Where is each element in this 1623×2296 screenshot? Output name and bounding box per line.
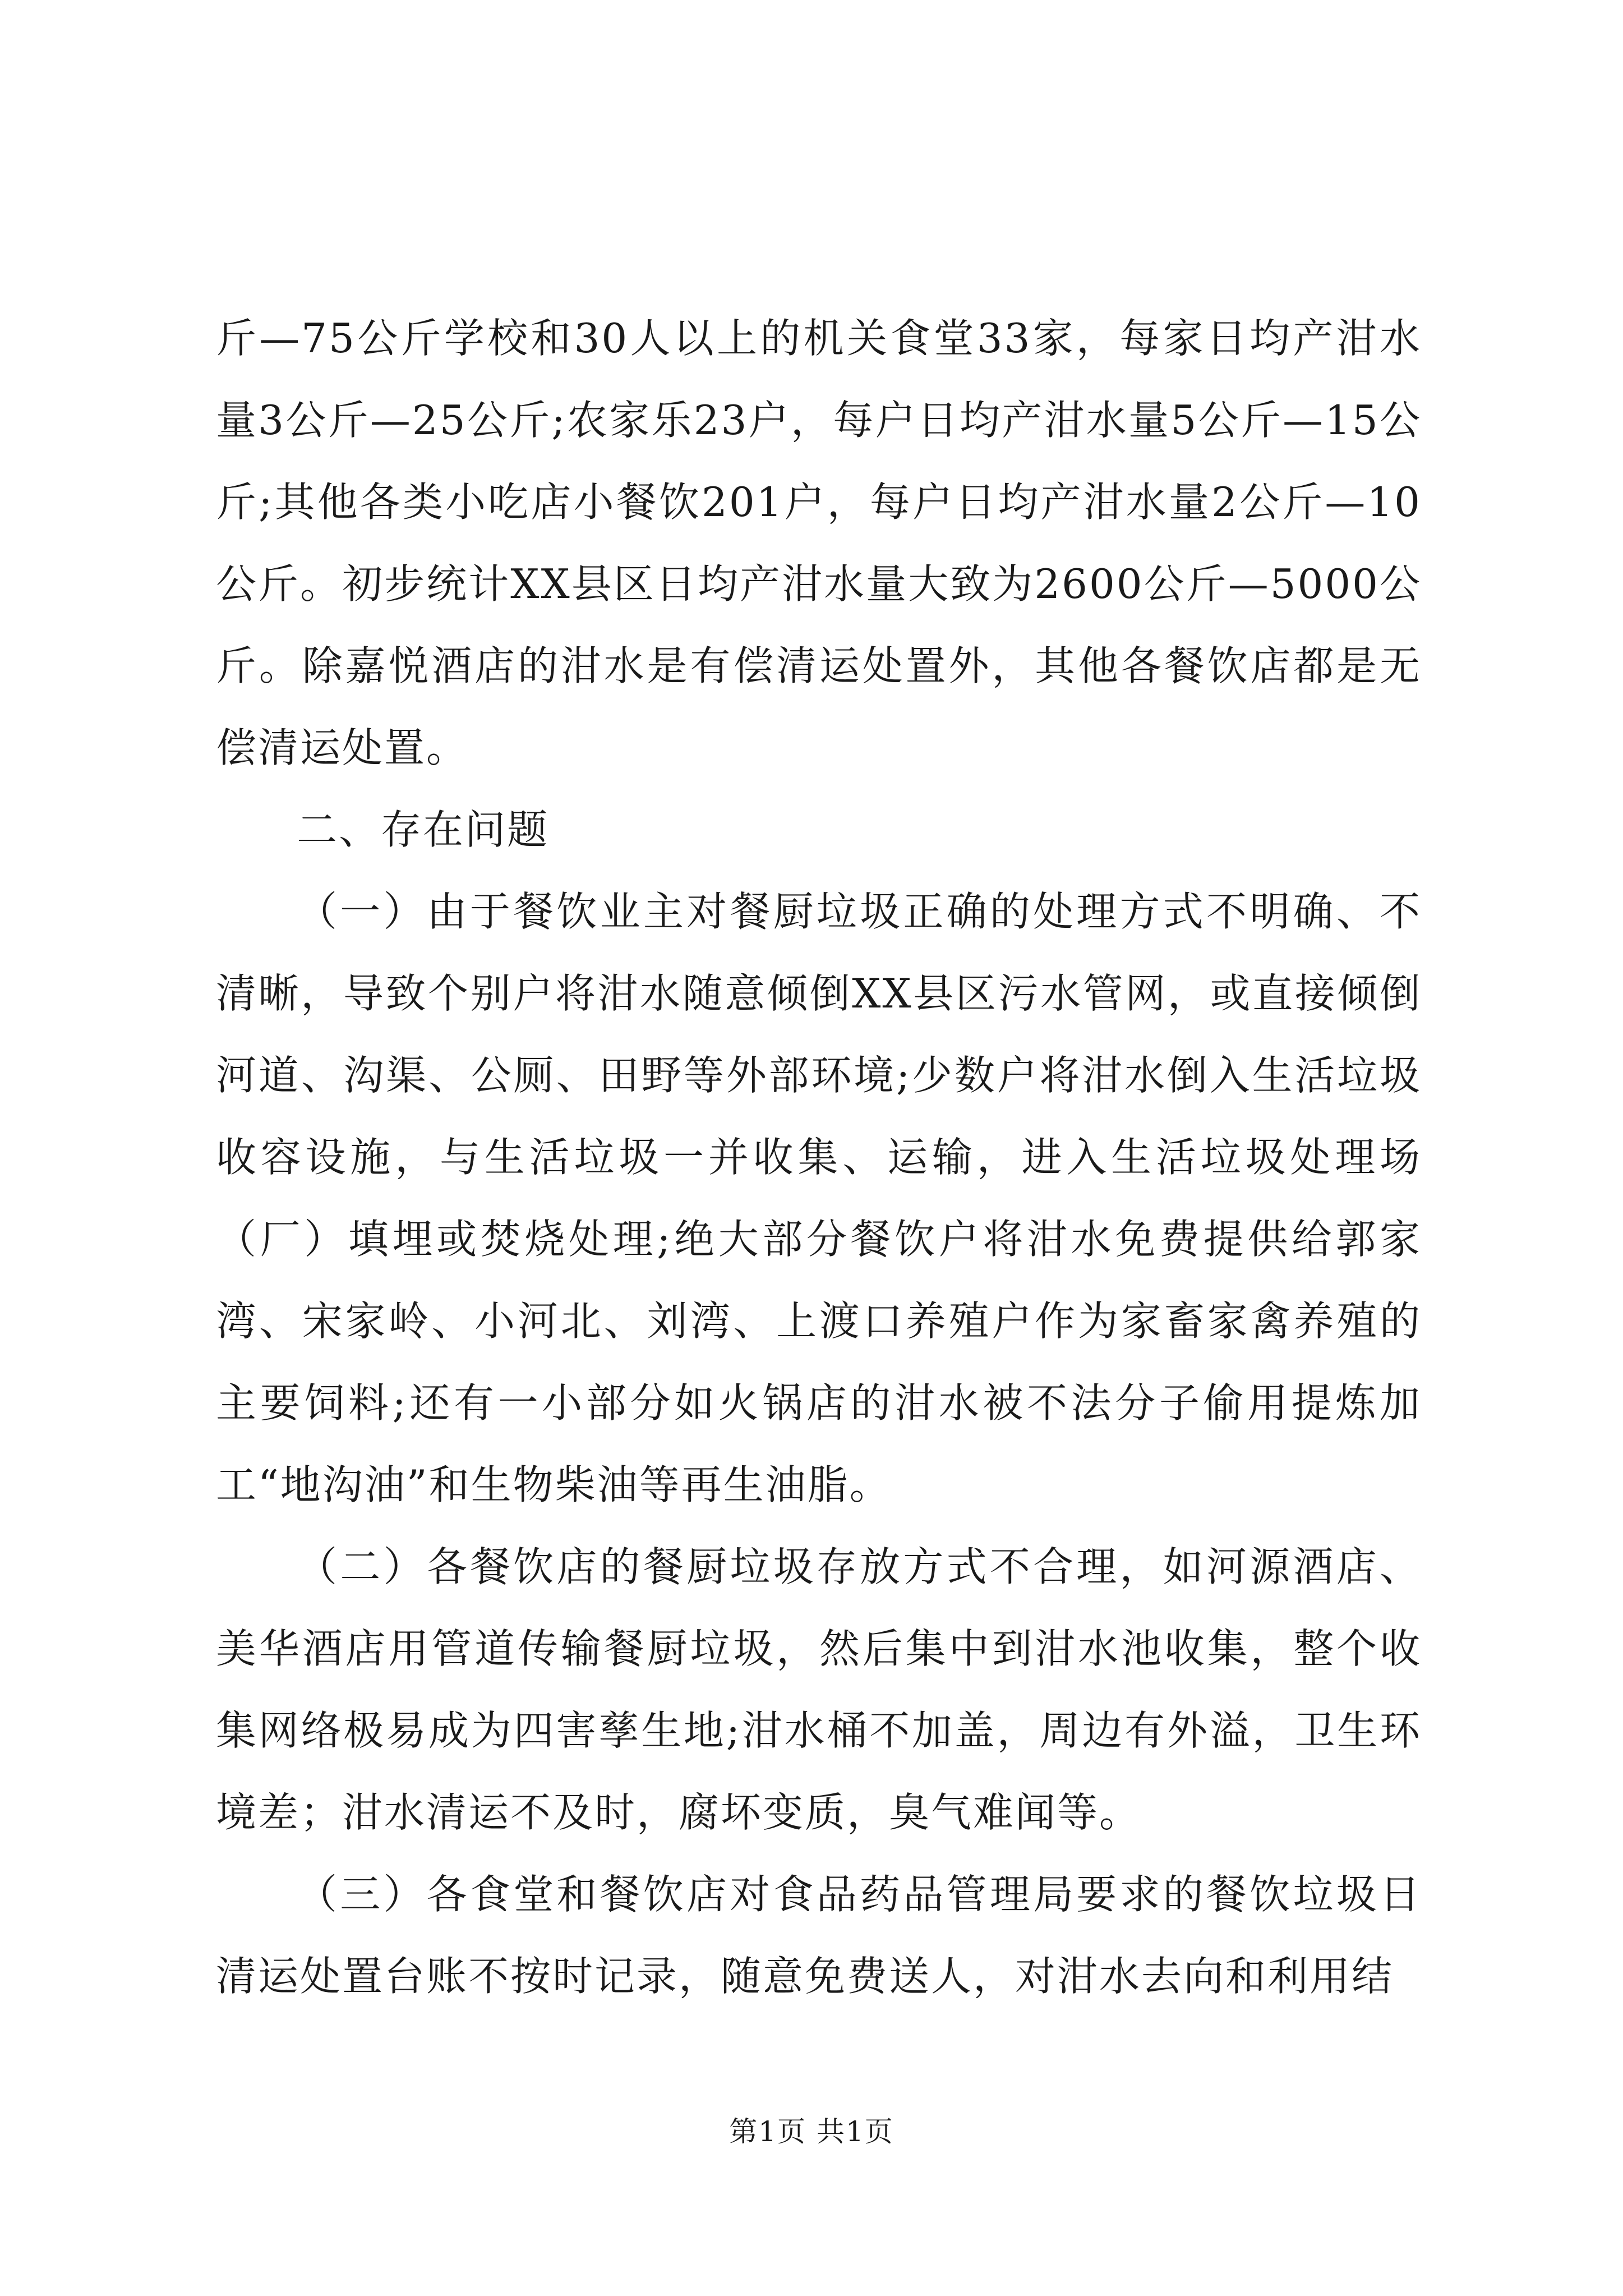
paragraph-issue-1: （一）由于餐饮业主对餐厨垃圾正确的处理方式不明确、不清晰，导致个别户将泔水随意倾倒XX县区污水管网，或直接倾倒河道、沟渠、公厕、田野等外部环境;少数户将泔水倒入生活垃圾收容设施，与生活垃圾一并收集、运输，进入生活垃圾处理场（厂）填埋或焚烧处理;绝大部分餐饮户将泔水免费提供给郭家湾、宋家岭、小河北、刘湾、上渡口养殖户作为家畜家禽养殖的主要饲料;还有一小部分如火锅店的泔水被不法分子偷用提炼加工“地沟油”和生物柴油等再生油脂。	[216, 888, 1422, 1508]
page-footer: 第1页 共1页	[729, 2115, 894, 2148]
section-heading-problems: 二、存在问题	[297, 806, 550, 853]
paragraph-issue-2: （二）各餐饮店的餐厨垃圾存放方式不合理，如河源酒店、美华酒店用管道传输餐厨垃圾，然后集中到泔水池收集，整个收集网络极易成为四害孳生地;泔水桶不加盖，周边有外溢，卫生环境差；泔水清运不及时，腐坏变质，臭气难闻等。	[216, 1543, 1422, 1836]
paragraph-continuation: 斤—75公斤学校和30人以上的机关食堂33家，每家日均产泔水量3公斤—25公斤;农家乐23户，每户日均产泔水量5公斤—15公斤;其他各类小吃店小餐饮201户，每户日均产泔水量2公斤—10公斤。初步统计XX县区日均产泔水量大致为2600公斤—5000公斤。除嘉悦酒店的泔水是有偿清运处置外，其他各餐饮店都是无偿清运处置。	[216, 315, 1422, 771]
paragraph-issue-3: （三）各食堂和餐饮店对食品药品管理局要求的餐饮垃圾日清运处置台账不按时记录，随意免费送人，对泔水去向和利用结	[216, 1871, 1422, 2000]
document-body	[216, 297, 1422, 2017]
